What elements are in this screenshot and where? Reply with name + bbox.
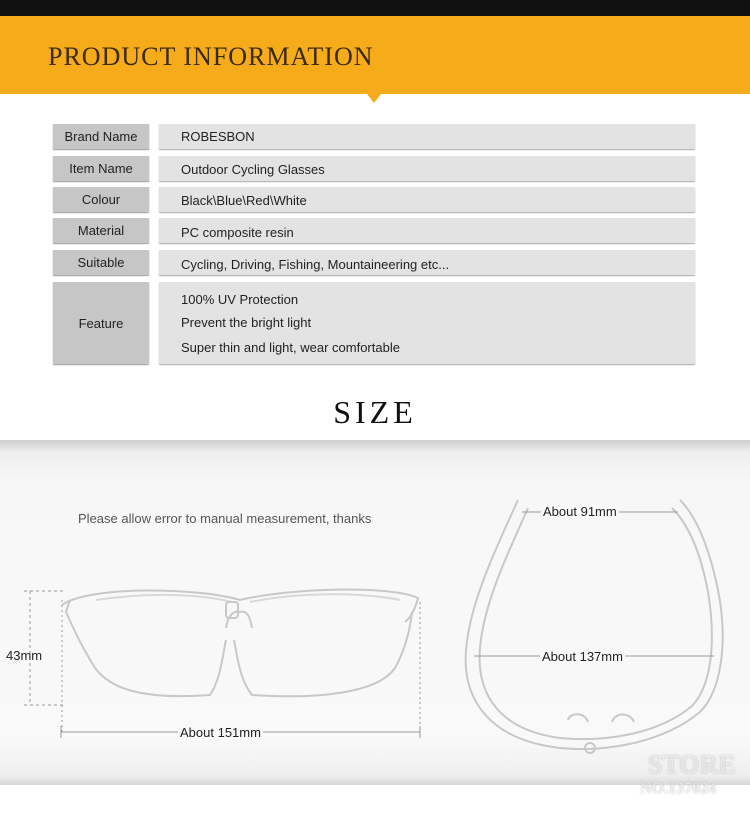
- width-dimension-label: About 151mm: [180, 725, 261, 740]
- temple-dimension-label: About 91mm: [543, 504, 617, 519]
- spec-label: Brand Name: [53, 124, 149, 149]
- store-watermark: STORE: [648, 750, 736, 779]
- spec-value: Black\Blue\Red\White: [181, 193, 307, 208]
- feature-item: Prevent the bright light: [181, 315, 312, 330]
- spec-label: Feature: [53, 282, 149, 364]
- dimension-lines: [24, 512, 714, 738]
- spec-label: Material: [53, 218, 149, 243]
- spec-value: PC composite resin: [181, 225, 294, 240]
- spec-label: Item Name: [53, 156, 149, 181]
- top-view-glasses: [466, 500, 723, 753]
- spec-label: Colour: [53, 187, 149, 212]
- spec-value: Outdoor Cycling Glasses: [181, 162, 325, 177]
- spec-value: ROBESBON: [181, 129, 255, 144]
- spec-label: Suitable: [53, 250, 149, 275]
- size-heading: SIZE: [333, 394, 417, 430]
- span-dimension-label: About 137mm: [542, 649, 623, 664]
- store-number-watermark: NO.137024: [640, 780, 716, 797]
- page-title: PRODUCT INFORMATION: [48, 42, 374, 71]
- measurement-note: Please allow error to manual measurement, thanks: [78, 511, 372, 526]
- height-dimension-label: 43mm: [6, 648, 43, 663]
- front-view-glasses: [62, 590, 418, 697]
- feature-item: 100% UV Protection: [181, 292, 299, 307]
- spec-value: Cycling, Driving, Fishing, Mountaineering etc...: [181, 257, 450, 272]
- feature-item: Super thin and light, wear comfortable: [181, 340, 400, 355]
